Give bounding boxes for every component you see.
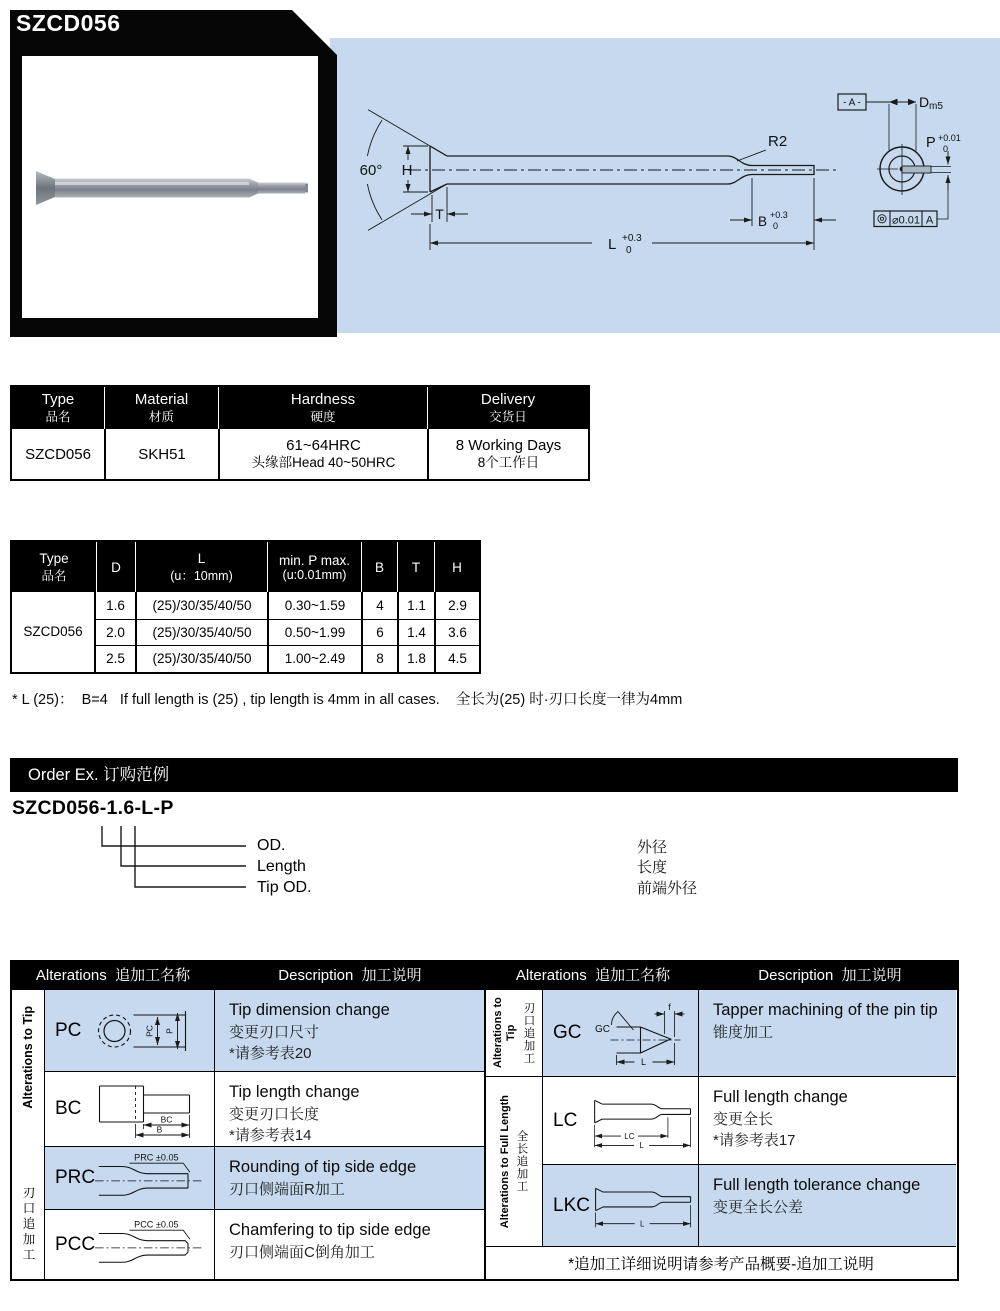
t-label: T xyxy=(435,206,444,222)
spec-delivery-value: 8 Working Days 8个工作日 xyxy=(427,429,588,479)
fcf-value: ⌀0.01 xyxy=(891,214,921,227)
angle-label: 60° xyxy=(359,162,383,179)
svg-text:m5: m5 xyxy=(929,101,943,112)
dim-header-l: L (u：10mm) xyxy=(135,542,267,592)
description-header-1: Description 加工说明 xyxy=(278,967,422,984)
order-item-od-cn: 外径 xyxy=(637,838,668,856)
dimension-table xyxy=(10,540,481,674)
h-label: H xyxy=(401,162,413,179)
ejector-pin-photo xyxy=(36,171,308,205)
svg-text:GC: GC xyxy=(595,1024,610,1035)
dim-header-type: Type 品名 xyxy=(39,550,69,583)
alteration-pcc xyxy=(45,1210,215,1279)
svg-text:f: f xyxy=(668,1002,671,1012)
side-view xyxy=(367,110,838,250)
d-label: D xyxy=(919,94,930,110)
cell-l: (25)/30/35/40/50 xyxy=(135,646,267,672)
bc-icon xyxy=(91,1077,214,1141)
dimension-table-header xyxy=(12,542,479,592)
svg-text:PC: PC xyxy=(144,1024,155,1037)
fcf-datum: A xyxy=(925,214,934,227)
spec-header-type: Type 品名 xyxy=(41,391,75,424)
technical-drawing xyxy=(330,38,1000,333)
alterations-header-1: Alterations 追加工名称 xyxy=(35,967,191,984)
spec-material-value: SKH51 xyxy=(104,429,218,479)
cell-b: 6 xyxy=(361,620,397,646)
order-item-length: Length xyxy=(257,857,306,875)
order-code: SZCD056-1.6-L-P xyxy=(12,797,174,819)
table-row xyxy=(96,592,479,619)
svg-text:+0.01: +0.01 xyxy=(938,133,961,143)
alteration-gc-description: Tapper machining of the pin tip 锥度加工 xyxy=(699,990,956,1077)
group-label-en: Alterations to Tip xyxy=(491,997,517,1069)
order-item-tipod: Tip OD. xyxy=(257,878,312,896)
svg-text:0: 0 xyxy=(773,221,779,231)
cell-p: 0.50~1.99 xyxy=(267,620,361,646)
cell-p: 0.30~1.59 xyxy=(267,592,361,619)
cell-t: 1.8 xyxy=(397,646,434,672)
alteration-gc xyxy=(543,990,699,1077)
dim-header-h: H xyxy=(434,542,479,592)
order-item-tipod-cn: 前端外径 xyxy=(637,880,698,897)
spec-hardness-value: 61~64HRC 头缘部Head 40~50HRC xyxy=(218,429,427,479)
table-row xyxy=(96,619,479,646)
dim-header-b: B xyxy=(361,542,397,592)
alteration-lc-description: Full length change 变更全长 *请参考表17 xyxy=(699,1077,956,1165)
pcc-icon xyxy=(95,1216,214,1274)
lkc-icon xyxy=(590,1181,698,1231)
group-label-alterations-to-tip xyxy=(12,990,45,1279)
p-label: P xyxy=(926,135,936,151)
cell-l: (25)/30/35/40/50 xyxy=(135,620,267,646)
group-label-en: Alterations to Tip xyxy=(21,1006,35,1109)
svg-text:L: L xyxy=(639,1140,644,1150)
group-label-en: Alterations to Full Length xyxy=(498,1094,511,1229)
alteration-code: LKC xyxy=(553,1194,590,1216)
alteration-prc xyxy=(45,1147,215,1210)
pin-outline xyxy=(430,146,814,192)
drawing-panel xyxy=(330,38,1000,333)
alteration-bc-description: Tip length change 变更刃口长度 *请参考表14 xyxy=(215,1072,486,1147)
group-label-cn: 刃口追加工 xyxy=(21,1185,35,1263)
cell-h: 2.9 xyxy=(434,592,479,619)
alteration-code: GC xyxy=(553,1022,582,1043)
end-view xyxy=(838,94,951,227)
r2-label: R2 xyxy=(768,133,788,150)
lc-icon xyxy=(589,1091,698,1151)
order-item-length-cn: 长度 xyxy=(637,859,668,876)
dim-header-t: T xyxy=(397,542,434,592)
side-view-labels xyxy=(360,133,788,256)
svg-text:LC: LC xyxy=(624,1131,635,1141)
group-label-alterations-to-tip-2 xyxy=(486,990,543,1077)
group-label-alterations-to-full-length xyxy=(486,1077,543,1247)
alteration-lc xyxy=(543,1077,699,1165)
spec-table xyxy=(10,385,590,481)
concentricity-icon xyxy=(878,215,886,223)
svg-text:P: P xyxy=(164,1027,175,1034)
cell-t: 1.4 xyxy=(397,620,434,646)
order-leader-lines xyxy=(95,820,255,892)
svg-text:+0.3: +0.3 xyxy=(622,233,642,244)
spec-header-delivery: Delivery 交货日 xyxy=(427,387,588,429)
svg-text:0: 0 xyxy=(626,245,632,256)
order-example-bar: Order Ex. 订购范例 xyxy=(10,758,958,792)
dim-header-d: D xyxy=(96,542,135,592)
cell-p: 1.00~2.49 xyxy=(267,646,361,672)
alterations-table xyxy=(10,960,959,1281)
alteration-code: BC xyxy=(55,1098,82,1119)
product-photo-image xyxy=(22,56,318,318)
cell-t: 1.1 xyxy=(397,592,434,619)
alteration-pc-description: Tip dimension change 变更刃口尺寸 *请参考表20 xyxy=(215,990,486,1072)
alterations-table-header xyxy=(12,962,957,990)
alteration-bc xyxy=(45,1072,215,1147)
cell-d: 1.6 xyxy=(106,597,125,613)
svg-text:BC: BC xyxy=(160,1114,173,1125)
footnote: * L (25)： B=4 If full length is (25) , tip length is 4mm in all cases. 全长为(25) 时·刃口长度一律为4mm xyxy=(12,692,683,708)
spec-table-row xyxy=(12,429,588,479)
svg-text:0: 0 xyxy=(943,144,949,154)
product-photo-frame xyxy=(22,56,318,318)
description-header-2: Description 加工说明 xyxy=(758,967,902,984)
spec-type-value: SZCD056 xyxy=(25,445,91,463)
cell-l: (25)/30/35/40/50 xyxy=(135,592,267,619)
alteration-code: PC xyxy=(55,1019,82,1041)
gc-icon xyxy=(589,999,698,1067)
cell-b: 4 xyxy=(361,592,397,619)
table-row xyxy=(96,645,479,672)
alteration-lkc xyxy=(543,1165,699,1247)
datum-label: - A - xyxy=(843,97,861,109)
alteration-pc xyxy=(45,990,215,1072)
cell-h: 4.5 xyxy=(434,646,479,672)
spec-header-material: Material 材质 xyxy=(104,387,218,429)
prc-icon xyxy=(95,1149,214,1207)
group-label-cn: 刃口追加工 xyxy=(522,1001,535,1065)
order-item-od: OD. xyxy=(257,837,286,854)
svg-text:L: L xyxy=(639,1218,645,1228)
alteration-code: PCC xyxy=(55,1233,96,1255)
cell-b: 8 xyxy=(361,646,397,672)
svg-text:PCC ±0.05: PCC ±0.05 xyxy=(134,1219,179,1230)
alterations-header-2: Alterations 追加工名称 xyxy=(515,967,671,984)
alteration-code: PRC xyxy=(55,1167,96,1188)
pc-icon xyxy=(91,1000,214,1062)
page-title: SZCD056 xyxy=(16,10,121,36)
spec-table-header xyxy=(12,387,588,429)
svg-text:PRC ±0.05: PRC ±0.05 xyxy=(134,1152,179,1163)
dim-header-p: min. P max. (u:0.01mm) xyxy=(267,542,361,592)
cell-d: 2.0 xyxy=(106,624,125,640)
l-label: L xyxy=(608,236,617,253)
group-label-cn: 全长追加工 xyxy=(515,1130,528,1193)
b-label: B xyxy=(758,214,768,229)
cell-h: 3.6 xyxy=(434,620,479,646)
alteration-code: LC xyxy=(553,1109,578,1131)
alteration-pcc-description: Chamfering to tip side edge 刃口侧端面C倒角加工 xyxy=(215,1210,486,1279)
svg-text:L: L xyxy=(640,1057,647,1067)
cell-d: 2.5 xyxy=(106,651,125,667)
svg-text:B: B xyxy=(156,1124,163,1135)
spec-header-hardness: Hardness 硬度 xyxy=(218,387,427,429)
alteration-prc-description: Rounding of tip side edge 刃口侧端面R加工 xyxy=(215,1147,486,1210)
alterations-footer-note: *追加工详细说明请参考产品概要-追加工说明 xyxy=(486,1247,956,1279)
svg-text:+0.3: +0.3 xyxy=(770,210,788,220)
dim-type-cell: SZCD056 xyxy=(12,592,96,672)
alteration-lkc-description: Full length tolerance change 变更全长公差 xyxy=(699,1165,956,1247)
